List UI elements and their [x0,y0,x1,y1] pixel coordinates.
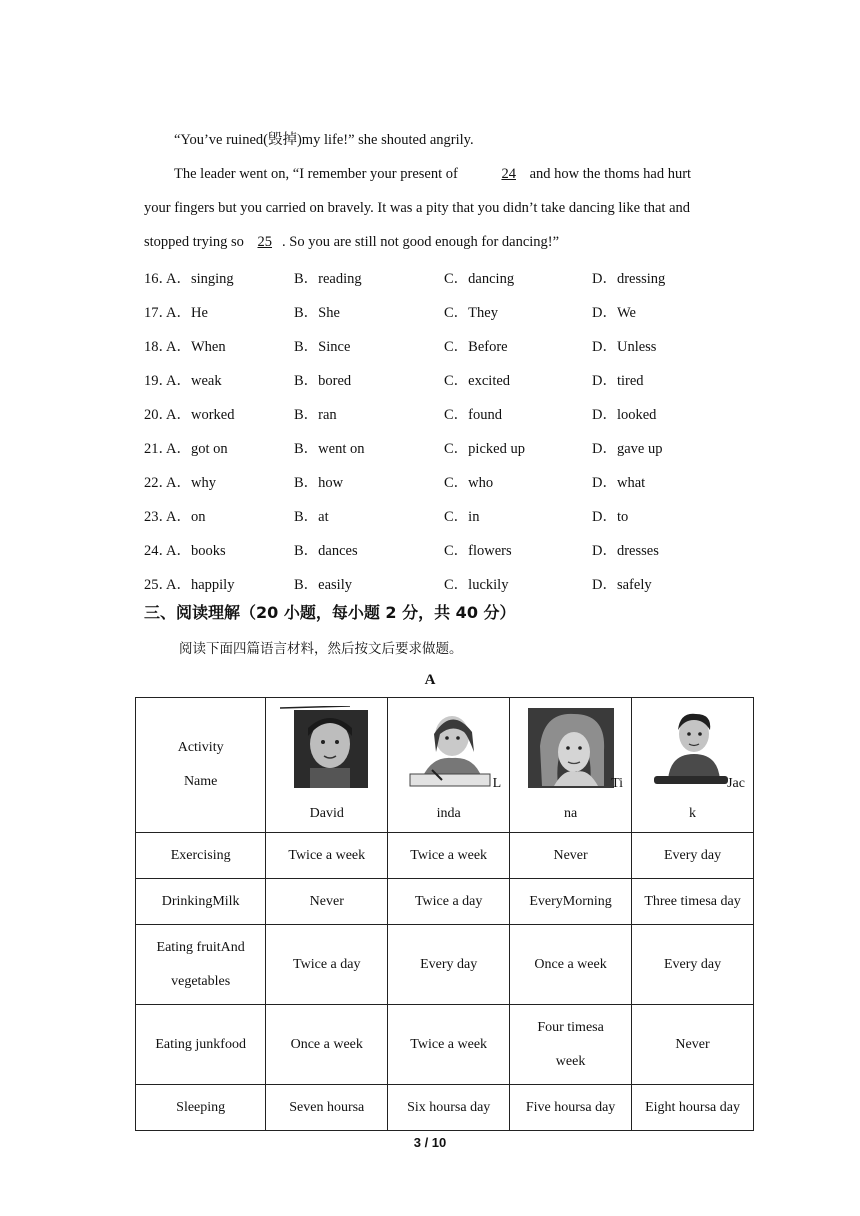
option-c: C．Before [444,339,508,355]
section-heading: 三、阅读理解（20 小题，每小题 2 分，共 40 分） [144,603,516,622]
jack-photo [646,706,740,790]
option-c: C．found [444,407,502,423]
table-cell [388,1005,510,1085]
option-d: D．We [592,305,636,321]
question-row [144,361,764,395]
option-d: D．to [592,509,629,525]
table-corner-header [136,698,266,833]
cell-text: Every day [663,847,722,863]
option-d: D．dressing [592,271,666,287]
activity-label: DrinkingMilk [161,893,240,909]
option-a: A．worked [166,407,235,423]
table-cell [632,1005,754,1085]
page-number: 3 / 10 [413,1135,447,1150]
blank-24: 24 [501,166,516,182]
activity-cell [136,879,266,925]
table-header-row [136,698,754,833]
passage-line-1 [144,123,734,157]
option-a: A．singing [166,271,234,287]
person-name: k [689,806,697,821]
option-b: B．how [294,475,344,491]
cell-text: Four timesa [537,1019,604,1035]
person-cell-tina [510,698,632,833]
table-cell [510,833,632,879]
passage-label: A [424,672,436,688]
passage-text: stopped trying so [144,234,248,250]
table-row [136,1085,754,1131]
person-cell-linda [388,698,510,833]
person-name: David [309,806,344,821]
question-row [144,395,764,429]
question-number: 17． [144,305,173,321]
activity-table [135,697,754,1131]
passage-text: your fingers but you carried on bravely. It was a pity that you didn’t take dancing like that and [144,200,691,216]
cell-text: Eight hoursa day [645,1099,740,1115]
cell-text: Twice a week [288,847,366,863]
cell-text: week [555,1053,586,1069]
activity-cell [136,925,266,1005]
option-c: C．They [444,305,498,321]
cell-text: Twice a day [293,956,361,972]
person-name: na [563,806,578,821]
option-c: C．flowers [444,543,512,559]
table-row [136,925,754,1005]
option-d: D．what [592,475,646,491]
header-activity: Activity [177,740,224,755]
cell-text: Twice a week [410,1036,488,1052]
cell-text: Five hoursa day [525,1099,616,1115]
cell-text: EveryMorning [529,893,612,909]
option-b: B．bored [294,373,352,389]
passage-line-3 [144,191,734,225]
option-c: C．picked up [444,441,525,457]
question-row [144,497,764,531]
question-number: 25． [144,577,173,593]
cell-text: Every day [663,956,722,972]
cell-text: Never [309,893,344,909]
activity-label: Sleeping [176,1099,226,1115]
person-name-split: Ti [611,776,624,791]
option-b: B．Since [294,339,351,355]
person-name-split: Jac [727,776,745,791]
option-a: A．weak [166,373,222,389]
question-number: 20． [144,407,173,423]
option-c: C．excited [444,373,511,389]
question-number: 22． [144,475,173,491]
question-row [144,429,764,463]
david-photo [280,706,374,790]
table-cell [632,879,754,925]
option-b: B．easily [294,577,352,593]
question-number: 21． [144,441,173,457]
option-a: A．got on [166,441,228,457]
table-cell [510,1085,632,1131]
passage-line-2 [144,157,734,191]
question-row [144,293,764,327]
passage-text: and how the thoms had hurt [525,166,692,182]
cell-text: Once a week [534,956,607,972]
option-d: D．Unless [592,339,657,355]
table-cell [266,833,388,879]
table-cell [266,1085,388,1131]
table-cell [266,1005,388,1085]
option-d: D．looked [592,407,657,423]
option-b: B．reading [294,271,362,287]
passage-text: The leader went on, “I remember your present of [174,166,462,182]
cell-text: Seven hoursa [289,1099,365,1115]
table-body [136,833,754,1131]
linda-photo [402,706,496,790]
person-cell-david [266,698,388,833]
activity-label: Eating junkfood [155,1036,246,1052]
table-cell [510,1005,632,1085]
person-cell-jack [632,698,754,833]
question-number: 19． [144,373,173,389]
option-b: B．went on [294,441,365,457]
section-instruction: 阅读下面四篇语言材料，然后按文后要求做题。 [179,641,463,657]
option-b: B．dances [294,543,358,559]
passage-text: “You’ve ruined(毁掉)my life!” she shouted angrily. [174,132,474,148]
option-c: C．luckily [444,577,509,593]
option-a: A．books [166,543,226,559]
question-row [144,259,764,293]
table-cell [266,879,388,925]
option-b: B．at [294,509,329,525]
activity-label: Exercising [170,847,231,863]
question-number: 24． [144,543,173,559]
cell-text: Three timesa day [644,893,741,909]
question-row [144,565,764,599]
option-a: A．why [166,475,216,491]
option-a: A．happily [166,577,235,593]
table-cell [388,833,510,879]
option-d: D．gave up [592,441,663,457]
cell-text: Every day [420,956,478,972]
table-row [136,1005,754,1085]
option-a: A．He [166,305,208,321]
cell-text: Once a week [290,1036,363,1052]
option-b: B．She [294,305,340,321]
table-cell [632,1085,754,1131]
activity-label: Eating fruitAnd [156,939,245,955]
table-row [136,833,754,879]
activity-cell [136,1005,266,1085]
table-cell [510,879,632,925]
table-row [136,879,754,925]
option-a: A．on [166,509,206,525]
passage-line-4 [144,225,734,259]
activity-cell [136,833,266,879]
table-cell [632,833,754,879]
option-d: D．safely [592,577,652,593]
question-number: 16． [144,271,173,287]
cell-text: Twice a day [414,893,483,909]
option-c: C．dancing [444,271,515,287]
cell-text: Twice a week [410,847,488,863]
question-number: 18． [144,339,173,355]
tina-photo [524,706,618,790]
person-name: inda [436,806,461,821]
person-name-split: L [492,776,502,791]
header-name: Name [183,774,218,789]
table-cell [388,1085,510,1131]
passage-text: . So you are still not good enough for dancing!” [282,234,560,250]
cell-text: Never [553,847,588,863]
table-cell [388,925,510,1005]
question-row [144,531,764,565]
activity-cell [136,1085,266,1131]
question-row [144,327,764,361]
activity-label: vegetables [171,973,231,989]
question-row [144,463,764,497]
option-c: C．who [444,475,494,491]
table-cell [510,925,632,1005]
option-c: C．in [444,509,480,525]
option-a: A．When [166,339,226,355]
cell-text: Six hoursa day [407,1099,491,1115]
table-cell [266,925,388,1005]
option-d: D．tired [592,373,644,389]
blank-25: 25 [257,234,273,250]
option-b: B．ran [294,407,337,423]
option-d: D．dresses [592,543,659,559]
table-cell [388,879,510,925]
question-number: 23． [144,509,173,525]
table-cell [632,925,754,1005]
cell-text: Never [675,1036,710,1052]
